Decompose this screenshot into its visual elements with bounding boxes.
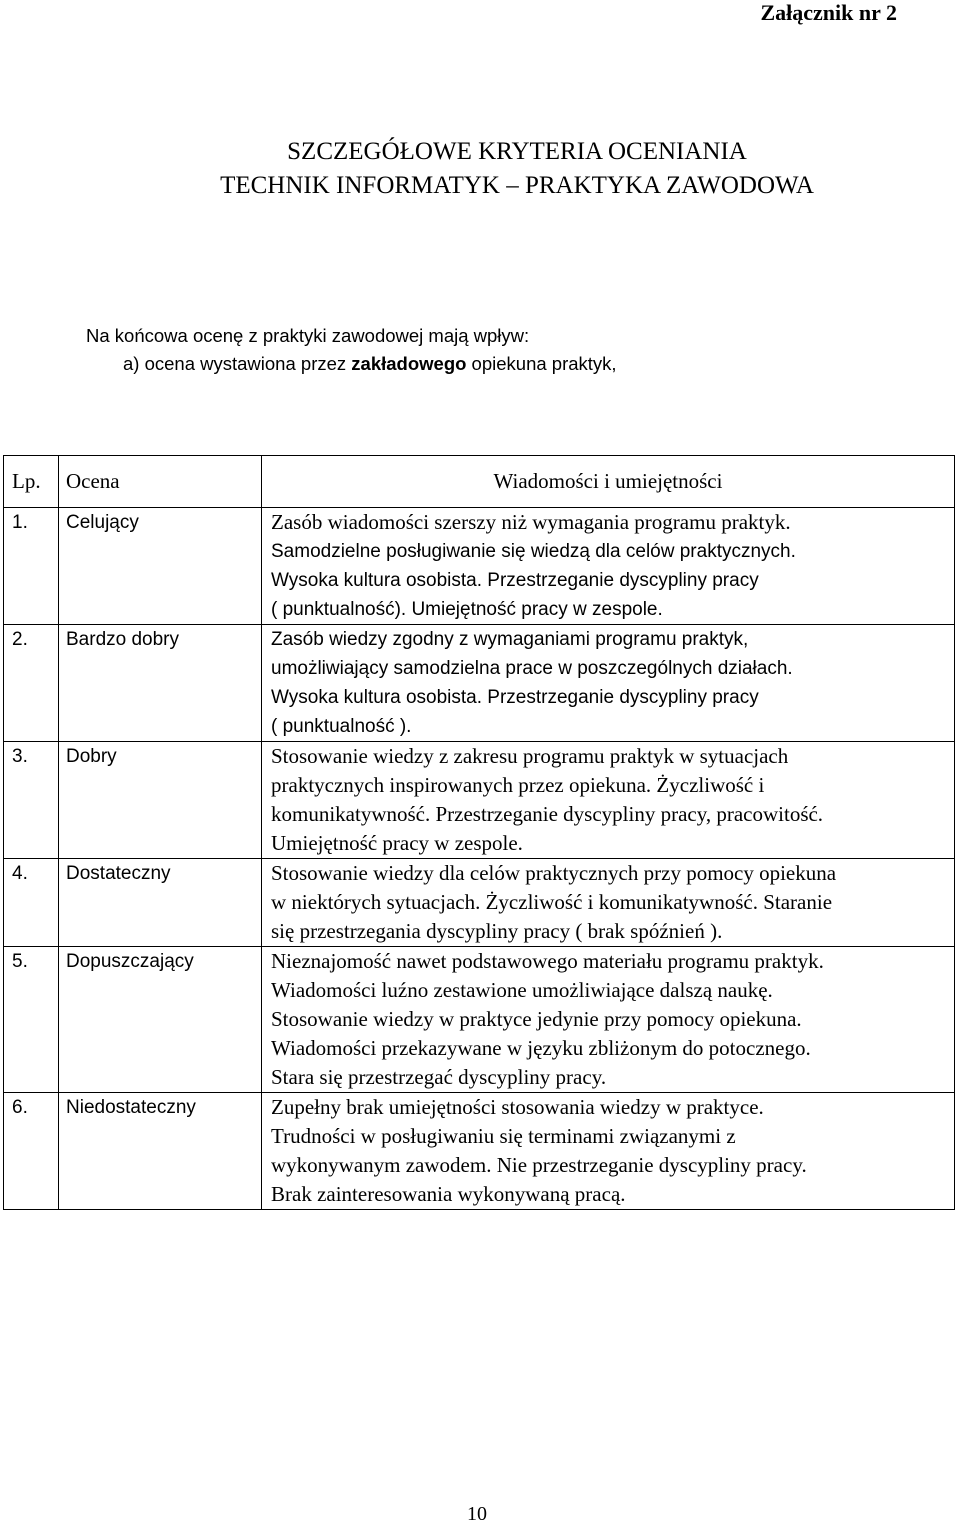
description-line: ( punktualność). Umiejętność pracy w zespole. [271, 599, 663, 620]
description-line: Wiadomości przekazywane w języku zbliżonym do potocznego. [271, 1036, 811, 1060]
row-lp: 4. [4, 859, 59, 947]
description-line: umożliwiający samodzielna prace w poszczególnych działach. [271, 658, 793, 679]
table-row [4, 1093, 955, 1210]
description-line: Stosowanie wiedzy w praktyce jedynie przy pomocy opiekuna. [271, 1007, 802, 1031]
description-line: Stosowanie wiedzy z zakresu programu praktyk w sytuacjach [271, 744, 789, 768]
description-line: Stosowanie wiedzy dla celów praktycznych przy pomocy opiekuna [271, 861, 837, 885]
header-description: Wiadomości i umiejętności [262, 456, 955, 508]
intro-item-prefix: a) ocena wystawiona przez [123, 353, 352, 374]
description-line: Zupełny brak umiejętności stosowania wiedzy w praktyce. [271, 1095, 764, 1119]
description-line: ( punktualność ). [271, 716, 412, 737]
table-header-row [4, 456, 955, 508]
description-line: Samodzielne posługiwanie się wiedzą dla celów praktycznych. [271, 541, 796, 562]
intro-section [86, 322, 617, 378]
table-row [4, 947, 955, 1093]
row-lp: 2. [4, 625, 59, 742]
header-grade: Ocena [59, 456, 262, 508]
table-row [4, 625, 955, 742]
document-title-line-2: TECHNIK INFORMATYK – PRAKTYKA ZAWODOWA [220, 172, 814, 199]
document-title-line-1: SZCZEGÓŁOWE KRYTERIA OCENIANIA [287, 138, 747, 165]
intro-list-item [86, 350, 617, 378]
description-line: Brak zainteresowania wykonywaną pracą. [271, 1182, 626, 1206]
row-lp: 6. [4, 1093, 59, 1210]
row-grade: Celujący [59, 508, 262, 625]
header-lp: Lp. [4, 456, 59, 508]
description-line: Trudności w posługiwaniu się terminami związanymi z [271, 1124, 736, 1148]
table-row [4, 508, 955, 625]
page-number: 10 [467, 1503, 487, 1525]
description-line: wykonywanym zawodem. Nie przestrzeganie dyscypliny pracy. [271, 1153, 807, 1177]
description-line: w niektórych sytuacjach. Życzliwość i komunikatywność. Staranie [271, 890, 833, 914]
row-description [262, 947, 955, 1093]
description-line: komunikatywność. Przestrzeganie dyscypliny pracy, pracowitość. [271, 802, 824, 826]
description-line: Wiadomości luźno zestawione umożliwiające dalszą naukę. [271, 978, 773, 1002]
row-lp: 5. [4, 947, 59, 1093]
row-description [262, 1093, 955, 1210]
intro-item-suffix: opiekuna praktyk, [466, 353, 617, 374]
row-description [262, 859, 955, 947]
table-row [4, 742, 955, 859]
description-line: się przestrzegania dyscypliny pracy ( brak spóźnień ). [271, 919, 723, 943]
row-lp: 3. [4, 742, 59, 859]
row-lp: 1. [4, 508, 59, 625]
table-row [4, 859, 955, 947]
description-line: Wysoka kultura osobista. Przestrzeganie dyscypliny pracy [271, 687, 759, 708]
row-grade: Dobry [59, 742, 262, 859]
intro-item-bold: zakładowego [351, 353, 467, 374]
attachment-label: Załącznik nr 2 [760, 0, 897, 25]
description-line: praktycznych inspirowanych przez opiekuna. Życzliwość i [271, 773, 765, 797]
description-line: Wysoka kultura osobista. Przestrzeganie dyscypliny pracy [271, 570, 759, 591]
row-grade: Niedostateczny [59, 1093, 262, 1210]
description-line: Stara się przestrzegać dyscypliny pracy. [271, 1065, 607, 1089]
description-line: Umiejętność pracy w zespole. [271, 831, 523, 855]
row-grade: Dostateczny [59, 859, 262, 947]
description-line: Zasób wiedzy zgodny z wymaganiami programu praktyk, [271, 629, 749, 650]
grading-criteria-table [3, 455, 955, 1210]
row-description [262, 625, 955, 742]
intro-lead: Na końcowa ocenę z praktyki zawodowej mają wpływ: [86, 325, 530, 346]
row-grade: Dopuszczający [59, 947, 262, 1093]
description-line: Nieznajomość nawet podstawowego materiału programu praktyk. [271, 949, 824, 973]
description-line: Zasób wiadomości szerszy niż wymagania programu praktyk. [271, 510, 791, 534]
row-description [262, 742, 955, 859]
row-grade: Bardzo dobry [59, 625, 262, 742]
row-description [262, 508, 955, 625]
